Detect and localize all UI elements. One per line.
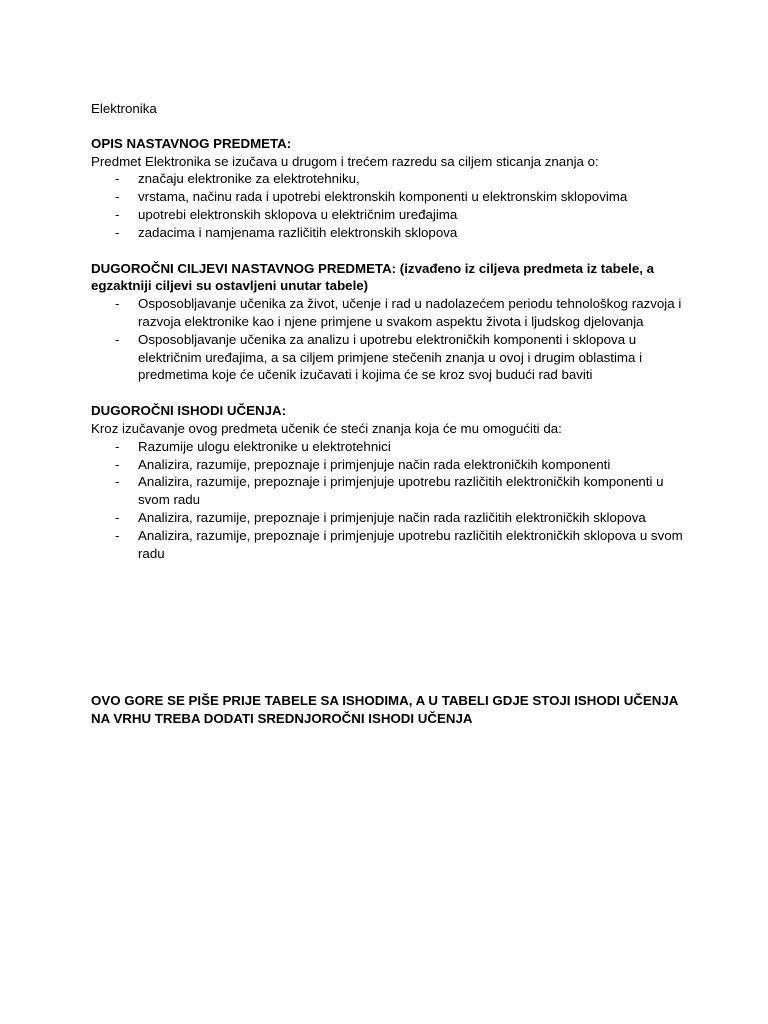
list-item [91,295,691,331]
dash-bullet: - [115,474,120,490]
dash-bullet: - [115,296,120,312]
dash-bullet: - [115,189,120,205]
list-item [91,188,691,206]
dash-list [91,438,691,563]
list-item-text: Analizira, razumije, prepoznaje i primjenjuje način rada različitih elektroničkih sklopova [138,509,646,525]
editor-note: OVO GORE SE PIŠE PRIJE TABELE SA ISHODIMA, A U TABELI GDJE STOJI ISHODI UČENJA NA VRHU TREBA DODATI SREDNJOROČNI ISHODI UČENJA [91,693,678,726]
list-item-text: Analizira, razumije, prepoznaje i primjenjuje upotrebu različitih elektroničkih komponenti u svom radu [138,474,664,508]
dash-list [91,170,691,241]
section-intro: Kroz izučavanje ovog predmeta učenik će steći znanja koja će mu omogućiti da: [91,420,562,436]
list-item [91,206,691,224]
dash-bullet: - [115,438,120,454]
dash-bullet: - [115,206,120,222]
list-item [91,509,691,527]
list-item-text: vrstama, načinu rada i upotrebi elektronskih komponenti u elektronskim sklopovima [138,189,628,205]
list-item-text: Analizira, razumije, prepoznaje i primjenjuje upotrebu različitih elektroničkih sklopova u svom radu [138,527,683,561]
list-item-text: upotrebi elektronskih sklopova u električnim uređajima [138,206,458,222]
list-item-text: Razumije ulogu elektronike u elektrotehnici [138,438,391,454]
list-item [91,438,691,456]
list-item [91,473,691,509]
list-item [91,331,691,384]
dash-list [91,295,691,384]
list-item [91,456,691,474]
list-item-text: značaju elektronike za elektrotehniku, [138,171,360,187]
list-item-text: zadacima i namjenama različitih elektronskih sklopova [138,224,458,240]
list-item-text: Osposobljavanje učenika za analizu i upotrebu elektroničkih komponenti i sklopova u električnim uređajima, a sa ciljem primjene stečenih znanja u ovoj i drugim oblastima i predmetima koje će učenik izučavati i kojima će se kroz svoj budući rad baviti [138,331,643,383]
section-dugorocni-ishodi-ucenja [91,402,691,562]
list-item [91,170,691,188]
list-item-text: Osposobljavanje učenika za život, učenje i rad u nadolazećem periodu tehnološkog razvoja i razvoja elektronike kao i njene primjene u svakom aspektu života i ljudskog djelovanja [138,296,682,329]
dash-bullet: - [115,171,120,187]
section-heading: DUGOROČNI ISHODI UČENJA: [91,403,287,419]
list-item [91,527,691,563]
document-body [91,100,691,580]
dash-bullet: - [115,224,120,240]
dash-bullet: - [115,527,120,543]
document-title: Elektronika [91,101,157,116]
section-intro: Predmet Elektronika se izučava u drugom i trećem razredu sa ciljem sticanja znanja o: [91,153,599,169]
section-heading: DUGOROČNI CILJEVI NASTAVNOG PREDMETA: (izvađeno iz ciljeva predmeta iz tabele, a egzaktniji ciljevi su ostavljeni unutar tabele) [91,260,655,294]
section-heading: OPIS NASTAVNOG PREDMETA: [91,135,292,151]
section-dugorocni-ciljevi [91,260,691,385]
list-item-text: Analizira, razumije, prepoznaje i primjenjuje način rada elektroničkih komponenti [138,456,611,472]
list-item [91,224,691,242]
dash-bullet: - [115,331,120,347]
section-opis-nastavnog-predmeta [91,135,691,242]
dash-bullet: - [115,456,120,472]
dash-bullet: - [115,509,120,525]
